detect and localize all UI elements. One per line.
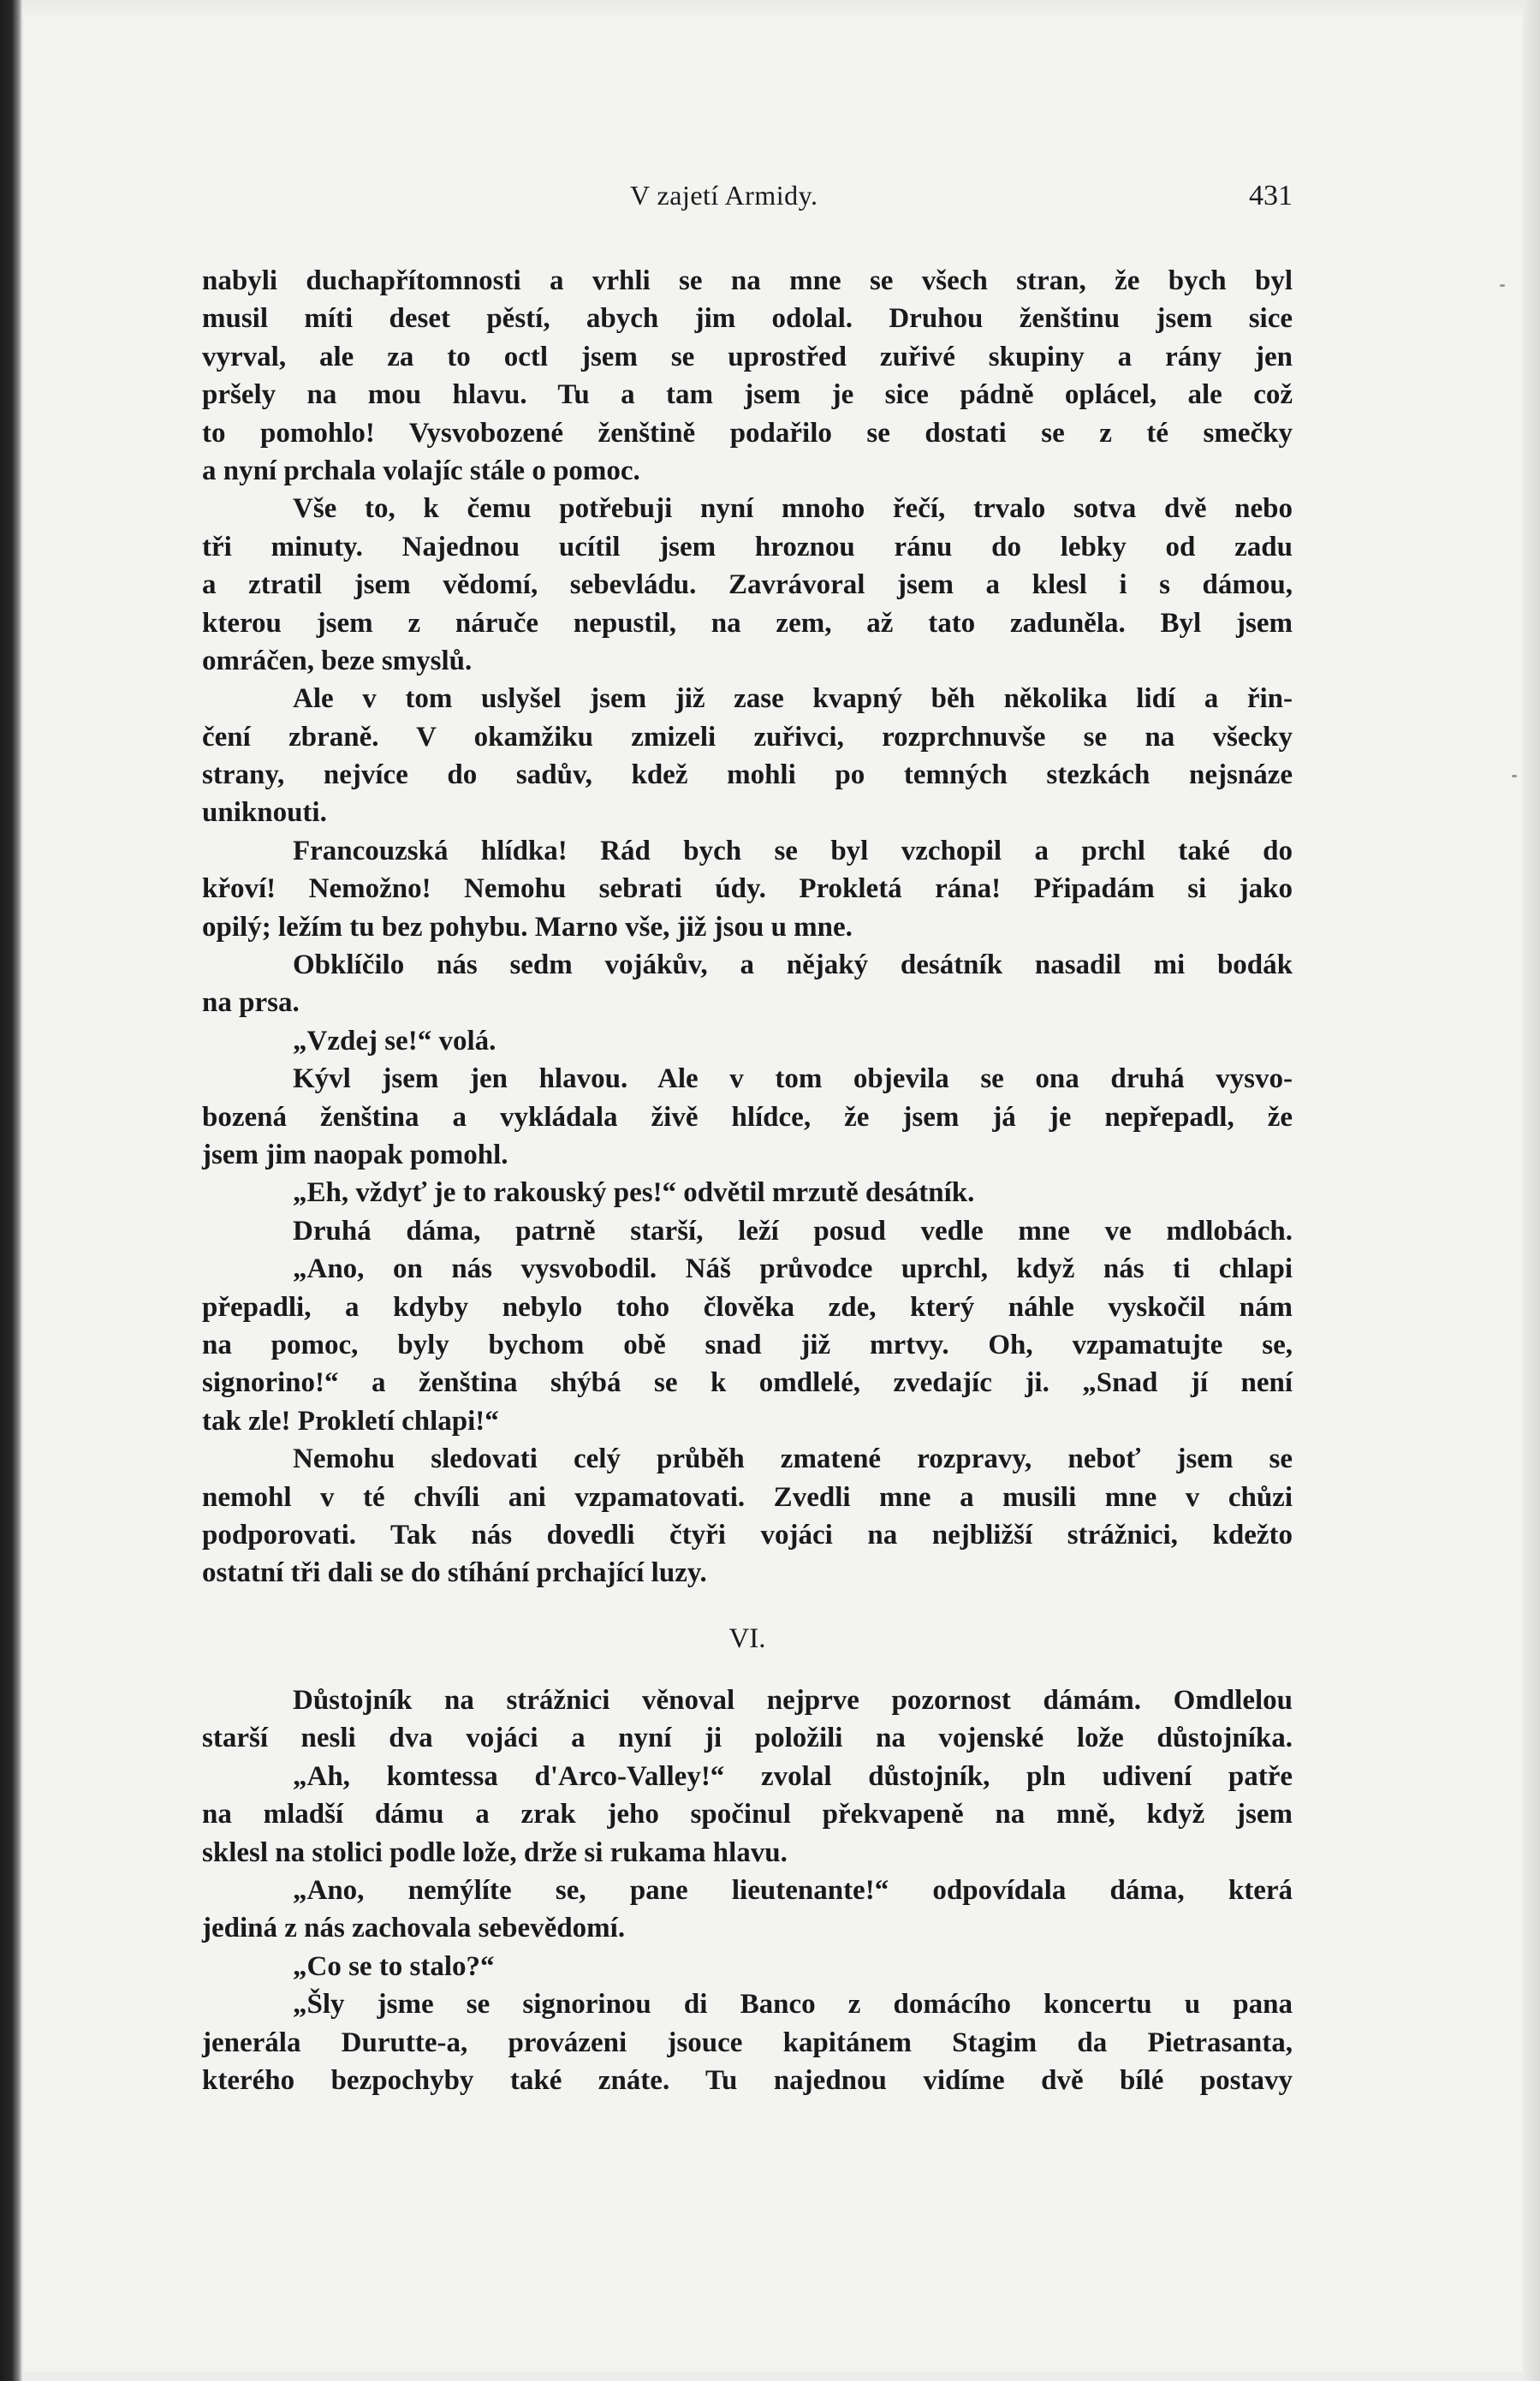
text-line: na prsa.	[202, 987, 300, 1019]
text-line: jediná z nás zachovala sebevědomí.	[202, 1913, 626, 1944]
text-line: tři minuty. Najednou ucítil jsem hroznou ránu do lebky od zadu	[202, 531, 1293, 563]
text-line: pršely na mou hlavu. Tu a tam jsem je sice pádně oplácel, ale což	[202, 379, 1293, 411]
scan-edge-top	[0, 0, 1540, 19]
text-line: podporovati. Tak nás dovedli čtyři vojáci na nejbližší strážnici, kdežto	[202, 1519, 1293, 1551]
text-line: Nemohu sledovati celý průběh zmatené rozpravy, neboť jsem se	[293, 1443, 1293, 1475]
text-line: sklesl na stolici podle lože, drže si rukama hlavu.	[202, 1836, 788, 1868]
scan-edge-left	[0, 0, 22, 2381]
text-line: „Eh, vždyť je to rakouský pes!“ odvětil mrzutě desátník.	[293, 1177, 975, 1209]
scan-speck	[1512, 775, 1517, 777]
text-line: vyrval, ale za to octl jsem se uprostřed zuřivé skupiny a rány jen	[202, 341, 1293, 372]
text-line: křoví! Nemožno! Nemohu sebrati údy. Prokletá rána! Připadám si jako	[202, 873, 1293, 905]
text-line: to pomohlo! Vysvobozené ženštině podařilo se dostati se z té smečky	[202, 417, 1293, 449]
text-line: Francouzská hlídka! Rád bych se byl vzchopil a prchl také do	[293, 835, 1293, 866]
text-line: tak zle! Prokletí chlapi!“	[202, 1405, 499, 1437]
text-line: signorino!“ a ženština shýbá se k omdlelé, zvedajíc ji. „Snad jí není	[202, 1367, 1293, 1399]
text-line: uniknouti.	[202, 797, 327, 829]
text-line: „Šly jsme se signorinou di Banco z domácího koncertu u pana	[293, 1989, 1293, 2021]
text-line: bozená ženština a vykládala živě hlídce, že jsem já je nepřepadl, že	[202, 1101, 1293, 1133]
scan-edge-right	[1523, 0, 1540, 2381]
text-line: Důstojník na strážnici věnoval nejprve pozornost dámám. Omdlelou	[293, 1685, 1293, 1716]
body-text-section-1	[202, 262, 1293, 1592]
body-text-section-2	[202, 1682, 1293, 2099]
text-line: nabyli duchapřítomnosti a vrhli se na mne se všech stran, že bych byl	[202, 265, 1293, 296]
text-line: kterého bezpochyby také znáte. Tu najednou vidíme dvě bílé postavy	[202, 2064, 1293, 2096]
text-line: přepadli, a kdyby nebylo toho člověka zde, který náhle vyskočil nám	[202, 1291, 1293, 1323]
text-line: Ale v tom uslyšel jsem již zase kvapný běh několika lidí a řin-	[293, 683, 1293, 715]
text-line: opilý; ležím tu bez pohybu. Marno vše, již jsou u mne.	[202, 911, 853, 943]
text-line: Vše to, k čemu potřebuji nyní mnoho řečí, trvalo sotva dvě nebo	[293, 493, 1293, 525]
text-line: a nyní prchala volajíc stále o pomoc.	[202, 455, 640, 486]
scan-speck	[1500, 284, 1505, 287]
text-line: na pomoc, byly bychom obě snad již mrtvy. Oh, vzpamatujte se,	[202, 1329, 1293, 1360]
text-line: jsem jim naopak pomohl.	[202, 1139, 508, 1170]
text-line: „Ano, on nás vysvobodil. Náš průvodce uprchl, když nás ti chlapi	[293, 1253, 1293, 1285]
running-title: V zajetí Armidy.	[630, 180, 818, 211]
text-line: jenerála Durutte-a, provázeni jsouce kapitánem Stagim da Pietrasanta,	[202, 2027, 1293, 2058]
page-number: 431	[1249, 180, 1293, 211]
chapter-heading: VI.	[728, 1623, 766, 1654]
text-line: „Co se to stalo?“	[293, 1950, 495, 1982]
text-line: musil míti deset pěstí, abych jim odolal. Druhou ženštinu jsem sice	[202, 303, 1293, 335]
text-line: Kývl jsem jen hlavou. Ale v tom objevila se ona druhá vysvo-	[293, 1063, 1293, 1095]
page-header	[202, 180, 1293, 221]
text-line: na mladší dámu a zrak jeho spočinul překvapeně na mně, když jsem	[202, 1799, 1293, 1830]
text-line: kterou jsem z náruče nepustil, na zem, až tato zaduněla. Byl jsem	[202, 607, 1293, 639]
text-line: nemohl v té chvíli ani vzpamatovati. Zvedli mne a musili mne v chůzi	[202, 1481, 1293, 1513]
text-line: „Ah, komtessa d'Arco-Valley!“ zvolal důstojník, pln udivení patře	[293, 1760, 1293, 1792]
text-line: Obklíčilo nás sedm vojákův, a nějaký desátník nasadil mi bodák	[293, 949, 1293, 981]
text-line: „Ano, nemýlíte se, pane lieutenante!“ odpovídala dáma, která	[293, 1874, 1293, 1906]
text-line: ostatní tři dali se do stíhání prchající luzy.	[202, 1557, 707, 1589]
text-line: strany, nejvíce do sadův, kdež mohli po temných stezkách nejsnáze	[202, 759, 1293, 791]
text-line: Druhá dáma, patrně starší, leží posud vedle mne ve mdlobách.	[293, 1215, 1293, 1247]
text-line: a ztratil jsem vědomí, sebevládu. Zavrávoral jsem a klesl i s dámou,	[202, 569, 1293, 601]
text-line: čení zbraně. V okamžiku zmizeli zuřivci, rozprchnuvše se na všecky	[202, 721, 1293, 753]
text-line: starší nesli dva vojáci a nyní ji položili na vojenské lože důstojníka.	[202, 1723, 1293, 1754]
text-line: „Vzdej se!“ volá.	[293, 1025, 496, 1057]
text-line: omráčen, beze smyslů.	[202, 645, 473, 676]
